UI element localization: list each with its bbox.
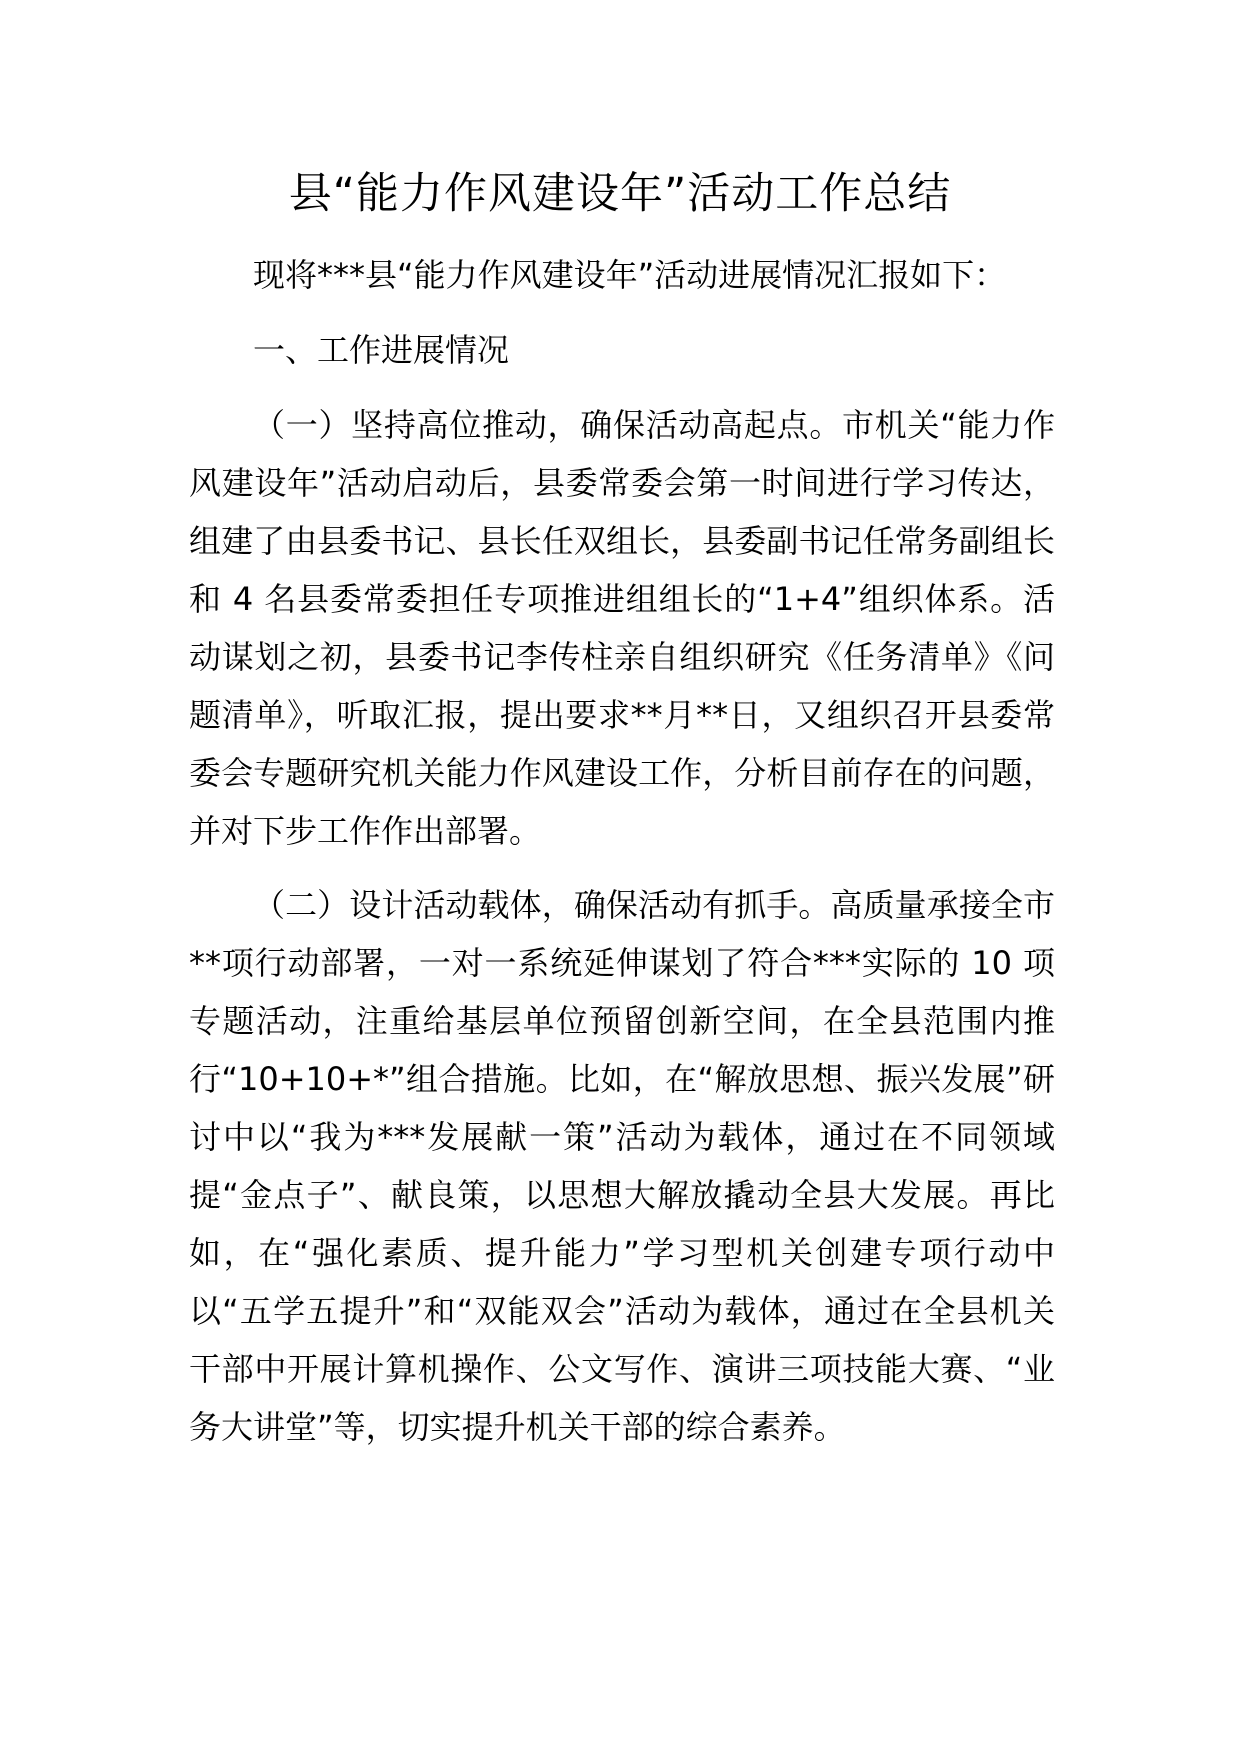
body-paragraph-2: （二）设计活动载体，确保活动有抓手。高质量承接全市**项行动部署，一对一系统延伸谋划了符合***实际的 10 项专题活动，注重给基层单位预留创新空间，在全县范围内推行“10+10+*”组合措施。比如，在“解放思想、振兴发展”研讨中以“我为***发展献一策”活动为载体，通过在不同领域提“金点子”、献良策，以思想大解放撬动全县大发展。再比如，在“强化素质、提升能力”学习型机关创建专项行动中以“五学五提升”和“双能双会”活动为载体，通过在全县机关干部中开展计算机操作、公文写作、演讲三项技能大赛、“业务大讲堂”等，切实提升机关干部的综合素养。 [189, 886, 1055, 1446]
document-title: 县“能力作风建设年”活动工作总结 [288, 169, 952, 219]
section-heading-1: 一、工作进展情况 [253, 331, 510, 369]
intro-paragraph: 现将***县“能力作风建设年”活动进展情况汇报如下： [253, 256, 1007, 294]
body-paragraph-1: （一）坚持高位推动，确保活动高起点。市机关“能力作风建设年”活动启动后，县委常委会第一时间进行学习传达，组建了由县委书记、县长任双组长，县委副书记任常务副组长和 4 名县委常委担任专项推进组组长的“1+4”组织体系。活动谋划之初，县委书记李传柱亲自组织研究《任务清单》《问题清单》，听取汇报，提出要求**月**日，又组织召开县委常委会专题研究机关能力作风建设工作，分析目前存在的问题，并对下步工作作出部署。 [189, 406, 1055, 850]
